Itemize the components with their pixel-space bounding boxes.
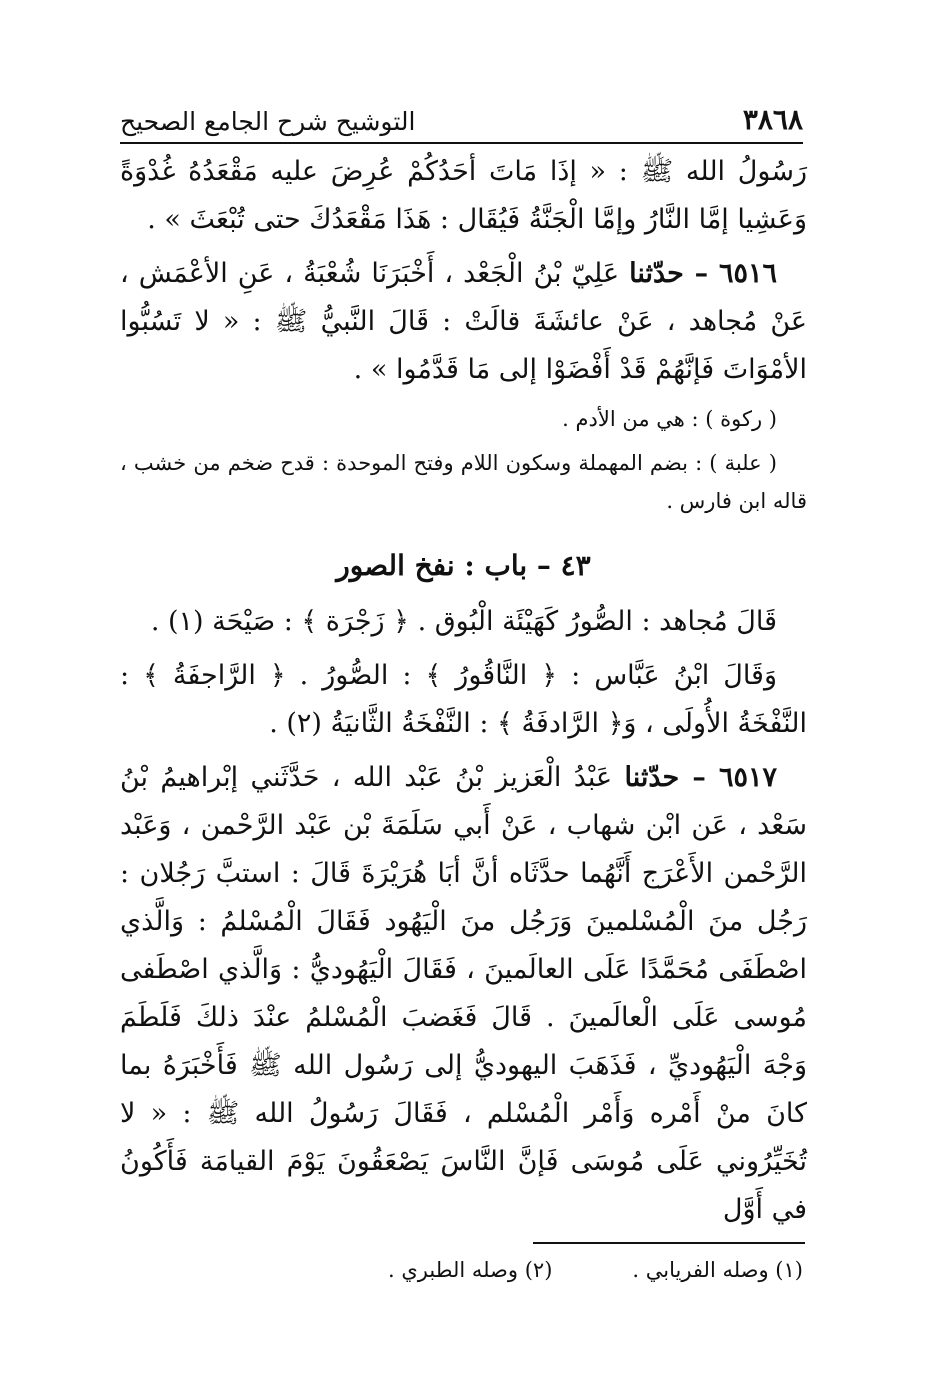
paragraph-mujahid: قَالَ مُجاهد : الصُّورُ كَهَيْئَة الْبُوق . ﴿ زَجْرَة ﴾ : صَيْحَة (١) . [150, 606, 777, 637]
page-number: ٣٨٦٨ [742, 103, 803, 136]
paragraph-hadith-continuation: رَسُولُ الله ﷺ : « إذَا مَاتَ أحَدُكُمْ عُرِضَ عليه مَقْعَدُهُ غُدْوَةً وَعَشِيا إمَّا النَّارُ وإمَّا الْجَنَّةُ فَيُقَال : هَذَا مَقْعَدُكَ حتى تُبْعَثَ » . [120, 156, 807, 235]
hadith-6516-text: عَلِيّ بْنُ الْجَعْد ، أَخْبَرَنَا شُعْبَةُ ، عَنِ الأعْمَش ، عَنْ مُجاهد ، عَنْ عائشَةَ قالَتْ : قَالَ النَّبيُّ ﷺ : « لا تَسُبُّوا الأمْوَاتَ فَإنَّهُمْ قَدْ أَفْضَوْا إلى مَا قَدَّمُوا » . [120, 258, 807, 385]
page-body [120, 148, 807, 1234]
paragraph-hadith-6516 [120, 250, 807, 394]
hadith-number-6516: ٦٥١٦ – حدّثنا [629, 258, 777, 289]
hadith-6517-text: عَبْدُ الْعَزيز بْنُ عَبْد الله ، حَدَّثَني إبْراهيمُ بْنُ سَعْد ، عَن ابْن شهاب ، عَنْ أَبي سَلَمَةَ بْن عَبْد الرَّحْمن ، وَعَبْد الرَّحْمن الأَعْرَج أَنَّهُما حدَّثَاه أنَّ أبَا هُرَيْرَةَ قَالَ : استبَّ رَجُلان : رَجُل منَ الْمُسْلمينَ وَرَجُل منَ الْيَهُود فَقَالَ الْمُسْلمُ : وَالَّذي اصْطَفَى مُحَمَّدًا عَلَى العالَمينَ ، فَقَالَ الْيَهُوديُّ : وَالَّذي اصْطَفى مُوسى عَلَى الْعالَمينَ . قَالَ فَغَضبَ الْمُسْلمُ عنْدَ ذلكَ فَلَطَمَ وَجْهَ الْيَهُوديِّ ، فَذَهَبَ اليهوديُّ إلى رَسُول الله ﷺ فَأَخْبَرَهُ بما كانَ منْ أَمْره وَأَمْر الْمُسْلم ، فَقَالَ رَسُولُ الله ﷺ : « لا تُخَيِّرُوني عَلَى مُوسَى فَإنَّ النَّاسَ يَصْعَقُونَ يَوْمَ القيامَة فَأَكُونُ في أَوَّل [120, 762, 807, 1225]
footnotes [273, 1258, 803, 1282]
running-title: التوشيح شرح الجامع الصحيح [120, 107, 416, 136]
paragraph-hadith-6517 [120, 754, 807, 1234]
paragraph-ibn-abbas: وَقَالَ ابْنُ عَبَّاس : ﴿ النَّاقُورُ ﴾ : الصُّورُ . ﴿ الرَّاجفَةُ ﴾ : النَّفْخَةُ الأُولَى ، وَ﴿ الرَّادفَةُ ﴾ : النَّفْخَةُ الثَّانيَةُ (٢) . [120, 660, 807, 739]
footnote-2: (٢) وصله الطبري . [388, 1258, 553, 1282]
footnote-1: (١) وصله الفريابي . [632, 1258, 803, 1282]
chapter-heading: ٤٣ – باب : نفخ الصور [336, 549, 591, 582]
footnote-divider [533, 1242, 805, 1244]
page-header [120, 88, 803, 144]
commentary-rakwa: ( ركوة ) : هي من الأدم . [562, 407, 777, 431]
commentary-ulba: ( علبة ) : بضم المهملة وسكون اللام وفتح الموحدة : قدح ضخم من خشب ، قاله ابن فارس . [120, 451, 807, 513]
hadith-number-6517: ٦٥١٧ – حدّثنا [624, 762, 777, 793]
